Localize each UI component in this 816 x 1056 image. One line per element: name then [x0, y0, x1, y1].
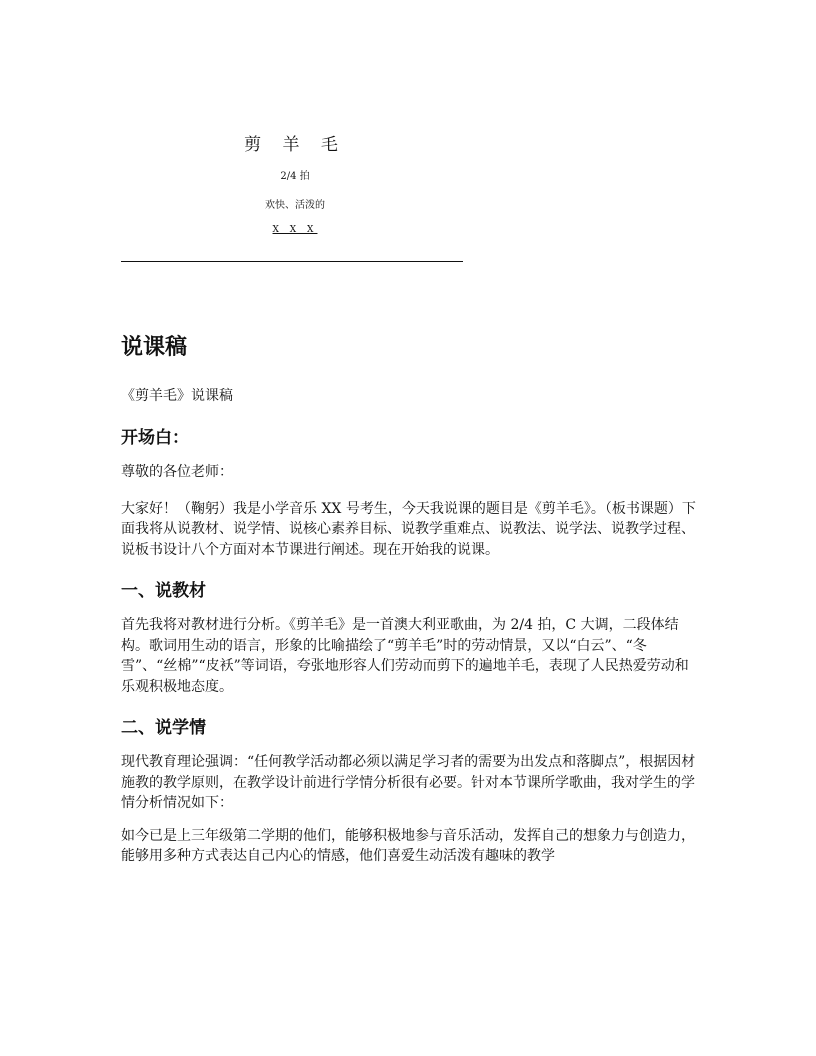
document-subtitle: 《剪羊毛》说课稿: [121, 388, 233, 404]
section-1-paragraph: 首先我将对教材进行分析。《剪羊毛》是一首澳大利亚歌曲，为 2/4 拍，C 大调，二段体结构。歌词用生动的语言，形象的比喻描绘了“剪羊毛”时的劳动情景，又以“白云”、“冬雪”、“丝棉”“皮袄”等词语，夸张地形容人们劳动而剪下的遍地羊毛，表现了人民热爱劳动和乐观积极地态度。: [121, 617, 689, 695]
horizontal-rule: [121, 261, 463, 262]
section-2-paragraph-1: 现代教育理论强调：“任何教学活动都必须以满足学习者的需要为出发点和落脚点”，根据因材施教的教学原则，在教学设计前进行学情分析很有必要。针对本节课所学歌曲，我对学生的学情分析情况如下：: [121, 754, 696, 811]
opening-paragraph: 大家好！（鞠躬）我是小学音乐 XX 号考生，今天我说课的题目是《剪羊毛》。（板书课题）下面我将从说教材、说学情、说核心素养目标、说教学重难点、说教法、说学法、说教学过程、说板书设计八个方面对本节课进行阐述。现在开始我的说课。: [121, 500, 696, 558]
section-1-heading: 一、说教材: [121, 581, 206, 601]
greeting-paragraph: 尊敬的各位老师：: [121, 464, 233, 480]
opening-heading: 开场白：: [121, 428, 189, 448]
score-meter: 2/4 拍: [280, 171, 310, 182]
document-title: 说课稿: [121, 335, 188, 360]
score-title: 剪 羊 毛: [244, 135, 346, 155]
score-notes: X X X: [272, 225, 318, 235]
section-2-heading: 二、说学情: [121, 718, 206, 738]
section-2-paragraph-2: 如今已是上三年级第二学期的他们，能够积极地参与音乐活动，发挥自己的想象力与创造力，能够用多种方式表达自己内心的情感，他们喜爱生动活泼有趣味的教学: [121, 827, 695, 864]
score-tempo: 欢快、活泼的: [265, 200, 325, 211]
document-body: [121, 330, 701, 879]
score-header: [230, 130, 360, 235]
